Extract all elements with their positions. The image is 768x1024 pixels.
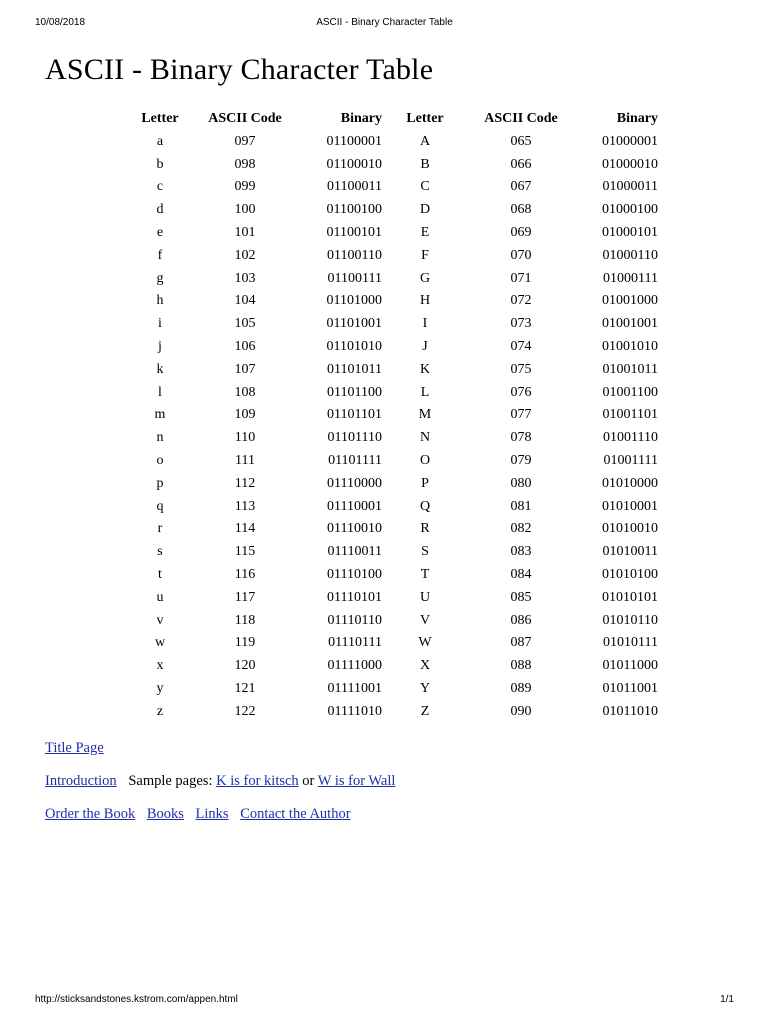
letter-upper-cell: H — [419, 293, 431, 309]
binary-upper-cell: 01010110 — [602, 612, 658, 628]
binary-upper-cell: 01010010 — [602, 521, 658, 537]
binary-lower-cell: 01111010 — [327, 703, 382, 719]
ascii-code-lower-cell: 121 — [234, 680, 256, 696]
letter-upper-cell: E — [420, 224, 430, 240]
ascii-code-upper-cell: 074 — [510, 338, 532, 354]
binary-upper-cell: 01000011 — [602, 179, 658, 195]
letter-lower-cell: f — [157, 247, 163, 263]
table-row — [128, 587, 658, 610]
binary-upper-cell: 01001110 — [603, 430, 658, 446]
letter-upper-cell: Y — [419, 680, 431, 696]
binary-lower-cell: 01101010 — [326, 338, 382, 354]
print-page-title: ASCII - Binary Character Table — [316, 17, 453, 28]
ascii-binary-table — [128, 108, 658, 724]
ascii-code-lower-cell: 109 — [234, 407, 256, 423]
ascii-code-upper-cell: 088 — [510, 658, 532, 674]
letter-upper-cell: Q — [419, 498, 431, 514]
ascii-code-upper-cell: 090 — [510, 703, 532, 719]
binary-lower-cell: 01100110 — [327, 247, 382, 263]
binary-upper-cell: 01010011 — [602, 544, 658, 560]
binary-upper-cell: 01001100 — [602, 384, 658, 400]
binary-lower-cell: 01101111 — [328, 452, 382, 468]
letter-upper-cell: S — [421, 544, 429, 560]
k-is-for-kitsch-link[interactable]: K is for kitsch — [216, 773, 299, 789]
ascii-code-lower-cell: 112 — [234, 475, 256, 491]
letter-upper-cell: O — [419, 452, 431, 468]
letter-lower-cell: j — [158, 338, 162, 354]
binary-upper-cell: 01010101 — [602, 589, 658, 605]
letter-lower-cell: l — [158, 384, 162, 400]
binary-upper-cell: 01001011 — [602, 361, 658, 377]
ascii-code-upper-cell: 087 — [510, 635, 532, 651]
binary-lower-cell: 01110001 — [327, 498, 382, 514]
letter-lower-cell: a — [156, 133, 164, 149]
letter-lower-cell: m — [154, 407, 166, 423]
links-link[interactable]: Links — [195, 806, 229, 822]
table-row — [128, 541, 658, 564]
letter-lower-cell: v — [156, 612, 164, 628]
table-row — [128, 496, 658, 519]
ascii-code-lower-cell: 115 — [234, 544, 256, 560]
ascii-code-lower-cell: 120 — [234, 658, 256, 674]
binary-lower-cell: 01110111 — [328, 635, 382, 651]
letter-upper-cell: G — [419, 270, 431, 286]
table-row — [128, 245, 658, 268]
table-row — [128, 382, 658, 405]
binary-upper-cell: 01000010 — [602, 156, 658, 172]
binary-lower-cell: 01101000 — [326, 293, 382, 309]
ascii-code-lower-cell: 122 — [234, 703, 256, 719]
letter-upper-cell: K — [419, 361, 431, 377]
binary-lower-cell: 01100010 — [326, 156, 382, 172]
binary-upper-cell: 01001001 — [602, 316, 658, 332]
introduction-link[interactable]: Introduction — [45, 773, 117, 789]
print-page-number: 1/1 — [720, 994, 734, 1005]
binary-lower-cell: 01110000 — [327, 475, 382, 491]
binary-upper-cell: 01001000 — [602, 293, 658, 309]
table-row — [128, 427, 658, 450]
ascii-code-lower-cell: 107 — [234, 361, 256, 377]
ascii-code-upper-cell: 083 — [510, 544, 532, 560]
binary-upper-cell: 01010001 — [602, 498, 658, 514]
ascii-code-upper-cell: 075 — [510, 361, 532, 377]
letter-lower-cell: k — [156, 361, 164, 377]
letter-upper-cell: V — [419, 612, 431, 628]
table-row — [128, 268, 658, 291]
binary-lower-cell: 01110011 — [327, 544, 382, 560]
ascii-code-lower-cell: 119 — [234, 635, 256, 651]
binary-upper-cell: 01000111 — [603, 270, 658, 286]
ascii-code-lower-cell: 113 — [234, 498, 256, 514]
ascii-code-upper-cell: 068 — [510, 202, 532, 218]
binary-upper-cell: 01001111 — [603, 452, 658, 468]
ascii-code-lower-cell: 114 — [234, 521, 256, 537]
letter-upper-cell: M — [418, 407, 432, 423]
ascii-code-upper-cell: 065 — [510, 133, 532, 149]
ascii-code-upper-cell: 077 — [510, 407, 532, 423]
letter-lower-cell: r — [157, 521, 163, 537]
table-body — [128, 131, 658, 724]
table-row — [128, 290, 658, 313]
ascii-code-lower-cell: 116 — [234, 566, 256, 582]
ascii-code-lower-cell: 102 — [234, 247, 256, 263]
nav-row-title — [45, 740, 104, 757]
contact-the-author-link[interactable]: Contact the Author — [240, 806, 351, 822]
ascii-code-lower-cell: 104 — [234, 293, 256, 309]
ascii-code-upper-cell: 082 — [510, 521, 532, 537]
letter-upper-cell: N — [419, 430, 431, 446]
ascii-code-lower-cell: 106 — [234, 338, 256, 354]
letter-lower-cell: z — [156, 703, 164, 719]
ascii-code-lower-cell: 100 — [234, 202, 256, 218]
binary-lower-cell: 01111000 — [327, 658, 382, 674]
binary-lower-cell: 01111001 — [327, 680, 382, 696]
binary-upper-cell: 01011001 — [602, 680, 658, 696]
table-row — [128, 131, 658, 154]
ascii-code-upper-cell: 085 — [510, 589, 532, 605]
binary-lower-cell: 01100101 — [326, 224, 382, 240]
binary-lower-cell: 01101101 — [327, 407, 382, 423]
binary-upper-cell: 01010000 — [602, 475, 658, 491]
letter-lower-cell: y — [156, 680, 164, 696]
binary-upper-cell: 01011010 — [602, 703, 658, 719]
column-header: Binary — [616, 111, 658, 126]
letter-lower-cell: w — [154, 635, 166, 651]
table-header-row — [128, 108, 658, 131]
letter-lower-cell: x — [156, 658, 164, 674]
letter-lower-cell: i — [158, 316, 162, 332]
ascii-code-lower-cell: 105 — [234, 316, 256, 332]
column-header: Binary — [340, 111, 382, 126]
ascii-code-upper-cell: 086 — [510, 612, 532, 628]
nav-row-intro — [45, 773, 395, 790]
binary-lower-cell: 01110101 — [327, 589, 382, 605]
page-title: ASCII - Binary Character Table — [45, 53, 434, 86]
binary-lower-cell: 01100001 — [326, 133, 382, 149]
ascii-code-lower-cell: 108 — [234, 384, 256, 400]
table-row — [128, 473, 658, 496]
table-row — [128, 701, 658, 724]
letter-lower-cell: b — [156, 156, 164, 172]
table-row — [128, 518, 658, 541]
binary-lower-cell: 01100100 — [326, 202, 382, 218]
table-row — [128, 176, 658, 199]
letter-lower-cell: s — [157, 544, 163, 560]
ascii-code-lower-cell: 103 — [234, 270, 256, 286]
binary-upper-cell: 01000100 — [602, 202, 658, 218]
ascii-code-upper-cell: 078 — [510, 430, 532, 446]
table-row — [128, 678, 658, 701]
letter-upper-cell: A — [419, 133, 431, 149]
ascii-code-lower-cell: 098 — [234, 156, 256, 172]
table-row — [128, 655, 658, 678]
letter-lower-cell: q — [156, 498, 164, 514]
binary-upper-cell: 01000110 — [602, 247, 658, 263]
order-the-book-link[interactable]: Order the Book — [45, 806, 136, 822]
letter-upper-cell: I — [422, 316, 428, 332]
binary-lower-cell: 01110110 — [327, 612, 382, 628]
binary-lower-cell: 01101011 — [327, 361, 382, 377]
or-text: or — [302, 773, 315, 789]
nav-row-book — [45, 806, 351, 823]
ascii-code-upper-cell: 084 — [510, 566, 532, 582]
column-header: ASCII Code — [208, 111, 282, 126]
letter-upper-cell: R — [420, 521, 430, 537]
ascii-code-lower-cell: 117 — [234, 589, 256, 605]
letter-lower-cell: g — [156, 270, 164, 286]
table-row — [128, 450, 658, 473]
column-header: ASCII Code — [484, 111, 558, 126]
letter-lower-cell: u — [156, 589, 164, 605]
letter-upper-cell: W — [418, 635, 432, 651]
binary-upper-cell: 01000101 — [602, 224, 658, 240]
w-is-for-wall-link[interactable]: W is for Wall — [317, 773, 396, 789]
table-row — [128, 154, 658, 177]
books-link[interactable]: Books — [146, 806, 184, 822]
table-row — [128, 632, 658, 655]
letter-upper-cell: L — [420, 384, 430, 400]
letter-lower-cell: p — [156, 475, 164, 491]
table-row — [128, 199, 658, 222]
letter-upper-cell: F — [421, 247, 429, 263]
print-url: http://sticksandstones.kstrom.com/appen.html — [35, 994, 238, 1005]
letter-lower-cell: t — [158, 566, 162, 582]
letter-upper-cell: J — [422, 338, 428, 354]
binary-upper-cell: 01010100 — [602, 566, 658, 582]
binary-upper-cell: 01010111 — [603, 635, 658, 651]
ascii-code-upper-cell: 070 — [510, 247, 532, 263]
letter-upper-cell: U — [419, 589, 431, 605]
binary-lower-cell: 01101001 — [326, 316, 382, 332]
binary-upper-cell: 01001010 — [602, 338, 658, 354]
table-row — [128, 404, 658, 427]
binary-upper-cell: 01001101 — [602, 407, 658, 423]
binary-lower-cell: 01101110 — [327, 430, 382, 446]
table-row — [128, 610, 658, 633]
letter-upper-cell: C — [420, 179, 430, 195]
column-header: Letter — [406, 111, 444, 126]
letter-lower-cell: h — [156, 293, 164, 309]
letter-lower-cell: n — [156, 430, 164, 446]
binary-upper-cell: 01000001 — [602, 133, 658, 149]
print-date: 10/08/2018 — [35, 17, 86, 28]
ascii-code-lower-cell: 111 — [235, 452, 255, 468]
ascii-code-upper-cell: 071 — [510, 270, 532, 286]
ascii-code-lower-cell: 118 — [234, 612, 256, 628]
letter-lower-cell: e — [156, 224, 164, 240]
ascii-code-upper-cell: 069 — [510, 224, 532, 240]
letter-upper-cell: D — [419, 202, 431, 218]
ascii-code-lower-cell: 110 — [234, 430, 256, 446]
letter-upper-cell: P — [421, 475, 429, 491]
binary-lower-cell: 01100011 — [327, 179, 382, 195]
ascii-code-upper-cell: 073 — [510, 316, 532, 332]
title-page-link[interactable]: Title Page — [45, 740, 104, 756]
table-row — [128, 336, 658, 359]
ascii-code-upper-cell: 067 — [510, 179, 532, 195]
print-footer — [35, 994, 734, 1008]
table-row — [128, 564, 658, 587]
column-header: Letter — [141, 111, 179, 126]
binary-lower-cell: 01101100 — [327, 384, 382, 400]
ascii-code-lower-cell: 099 — [234, 179, 256, 195]
ascii-code-upper-cell: 089 — [510, 680, 532, 696]
letter-lower-cell: o — [156, 452, 164, 468]
ascii-code-upper-cell: 072 — [510, 293, 532, 309]
ascii-code-upper-cell: 080 — [510, 475, 532, 491]
binary-lower-cell: 01100111 — [327, 270, 382, 286]
letter-lower-cell: c — [156, 179, 164, 195]
table-row — [128, 313, 658, 336]
ascii-code-upper-cell: 066 — [510, 156, 532, 172]
binary-lower-cell: 01110100 — [327, 566, 382, 582]
ascii-code-lower-cell: 097 — [234, 133, 256, 149]
letter-lower-cell: d — [156, 202, 164, 218]
letter-upper-cell: B — [420, 156, 430, 172]
letter-upper-cell: T — [420, 566, 430, 582]
sample-pages-label: Sample pages: — [128, 773, 213, 789]
letter-upper-cell: Z — [420, 703, 430, 719]
ascii-code-upper-cell: 081 — [510, 498, 532, 514]
print-header — [35, 17, 734, 31]
ascii-code-upper-cell: 079 — [510, 452, 532, 468]
table-row — [128, 222, 658, 245]
letter-upper-cell: X — [419, 658, 431, 674]
table-row — [128, 359, 658, 382]
ascii-code-upper-cell: 076 — [510, 384, 532, 400]
binary-lower-cell: 01110010 — [327, 521, 382, 537]
ascii-code-lower-cell: 101 — [234, 224, 256, 240]
binary-upper-cell: 01011000 — [602, 658, 658, 674]
